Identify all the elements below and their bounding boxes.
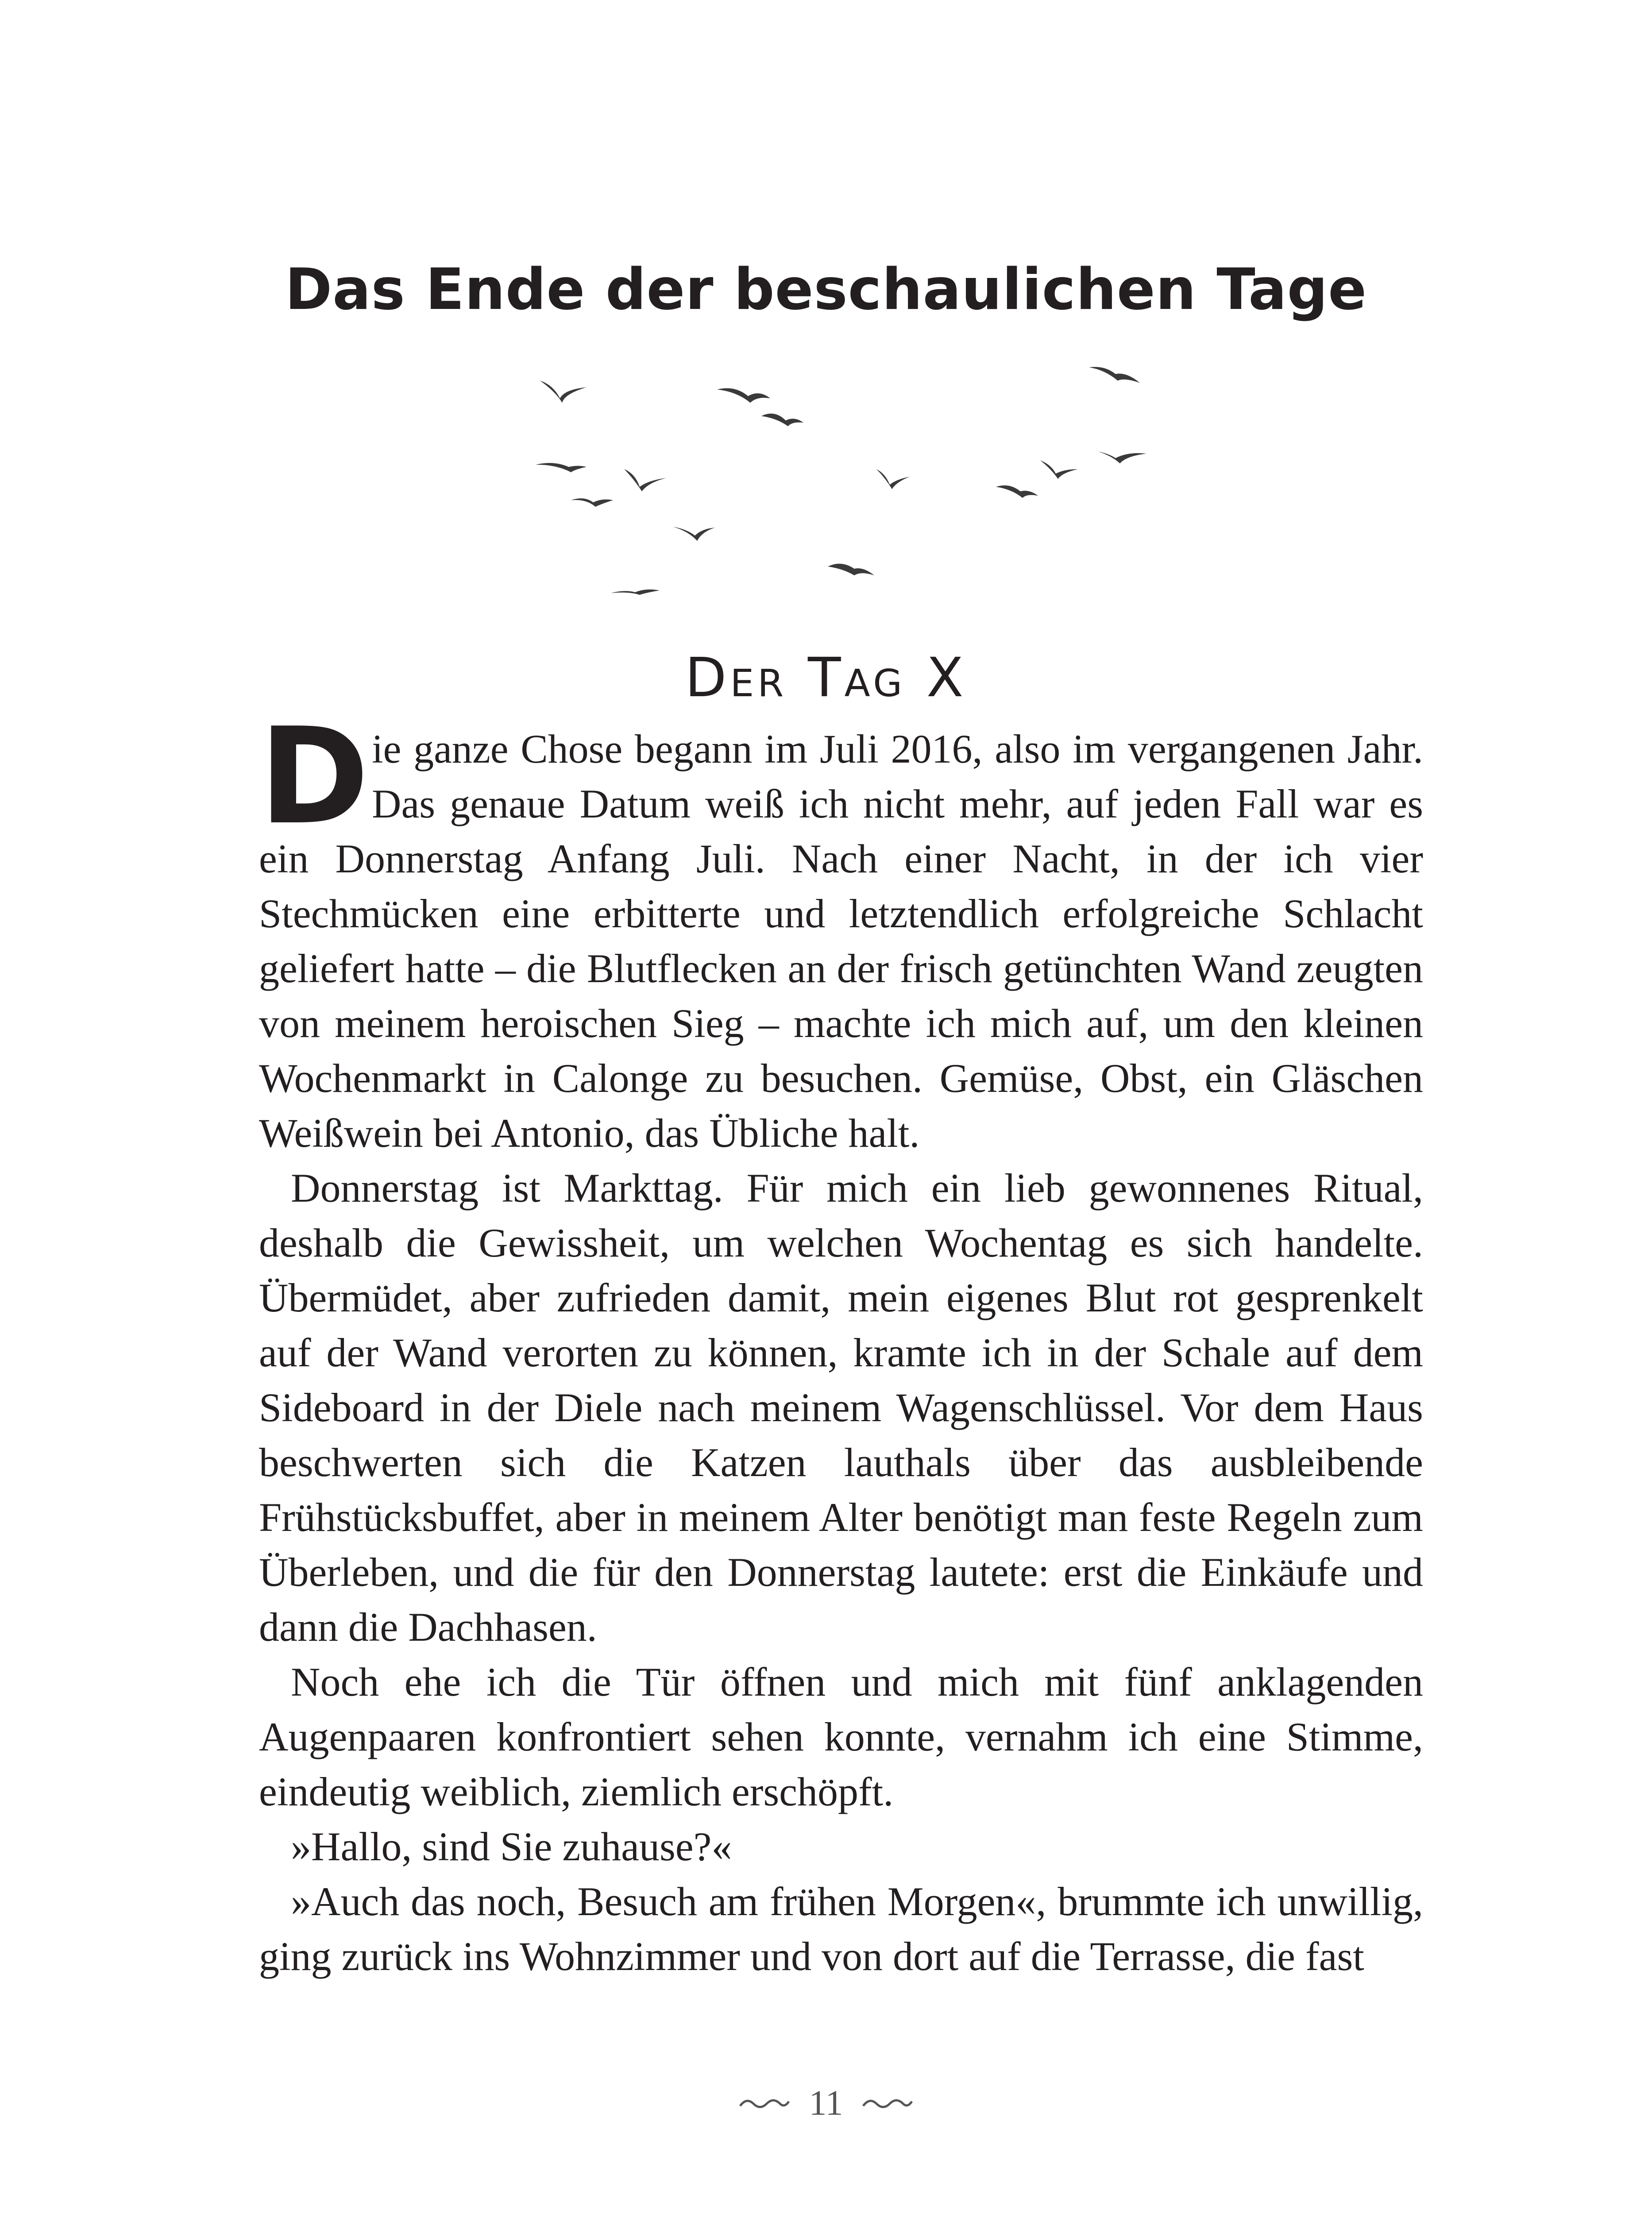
swash-right-icon [861,2095,914,2113]
paragraph: »Auch das noch, Besuch am frühen Morgen«, brummte ich unwillig, ging zurück ins Wohnzimmer und von dort auf die Terrasse, die fast [259,1879,1423,1979]
bird-icon [1089,367,1140,383]
birds-flock-illustration [531,354,1195,620]
chapter-title: Das Ende der beschaulichen Tage [285,257,1367,323]
bird-icon [1098,451,1146,463]
section-title: Der Tag X [685,646,967,709]
bird-icon [540,381,587,403]
paragraph [259,699,1423,1160]
bird-icon [717,388,770,403]
bird-icon [761,413,803,426]
page-number: 11 [809,2084,843,2123]
swash-left-icon [738,2095,791,2113]
bird-icon [624,469,666,491]
dropcap: D [259,699,370,854]
bird-icon [996,486,1038,498]
bird-icon [673,527,715,541]
paragraph: »Hallo, sind Sie zuhause?« [291,1824,732,1869]
bird-icon [571,498,613,507]
paragraph-text: ie ganze Chose begann im Juli 2016, also im vergangenen Jahr. Das genaue Datum weiß ich nicht mehr, auf jeden Fall war es ein Donnerstag Anfang Juli. Nach einer Nacht, in der ich vier Stechmücken eine erbitterte und letztendlich erfolgreiche Schlacht geliefert hatte – die Blutflecken an der frisch getünchten Wand zeugten von meinem heroischen Sieg – machte ich mich auf, um den kleinen Wochenmarkt in Calonge zu besuchen. Gemüse, Obst, ein Gläschen Weißwein bei Antonio, das Übliche halt. [259,726,1423,1156]
bird-icon [1040,460,1078,479]
bird-icon [876,469,910,489]
body-text [259,699,1423,1984]
page-footer [0,2080,1652,2124]
bird-icon [536,463,587,472]
paragraph: Noch ehe ich die Tür öffnen und mich mit fünf anklagenden Augenpaaren konfrontiert sehen konnte, vernahm ich eine Stimme, eindeutig weiblich, ziemlich erschöpft. [259,1659,1423,1814]
bird-icon [828,564,874,575]
paragraph: Donnerstag ist Markttag. Für mich ein lieb gewonnenes Ritual, deshalb die Gewissheit, um welchen Wochentag es sich handelte. Übermüdet, aber zufrieden damit, mein eigenes Blut rot gesprenkelt auf der Wand verorten zu können, kramte ich in der Schale auf dem Sideboard in der Diele nach meinem Wagenschlüssel. Vor dem Haus beschwerten sich die Katzen lauthals über das ausbleibende Frühstücksbuffet, aber in meinem Alter benötigt man feste Regeln zum Überleben, und die für den Donnerstag lautete: erst die Einkäufe und dann die Dachhasen. [259,1165,1423,1650]
bird-icon [611,590,660,595]
